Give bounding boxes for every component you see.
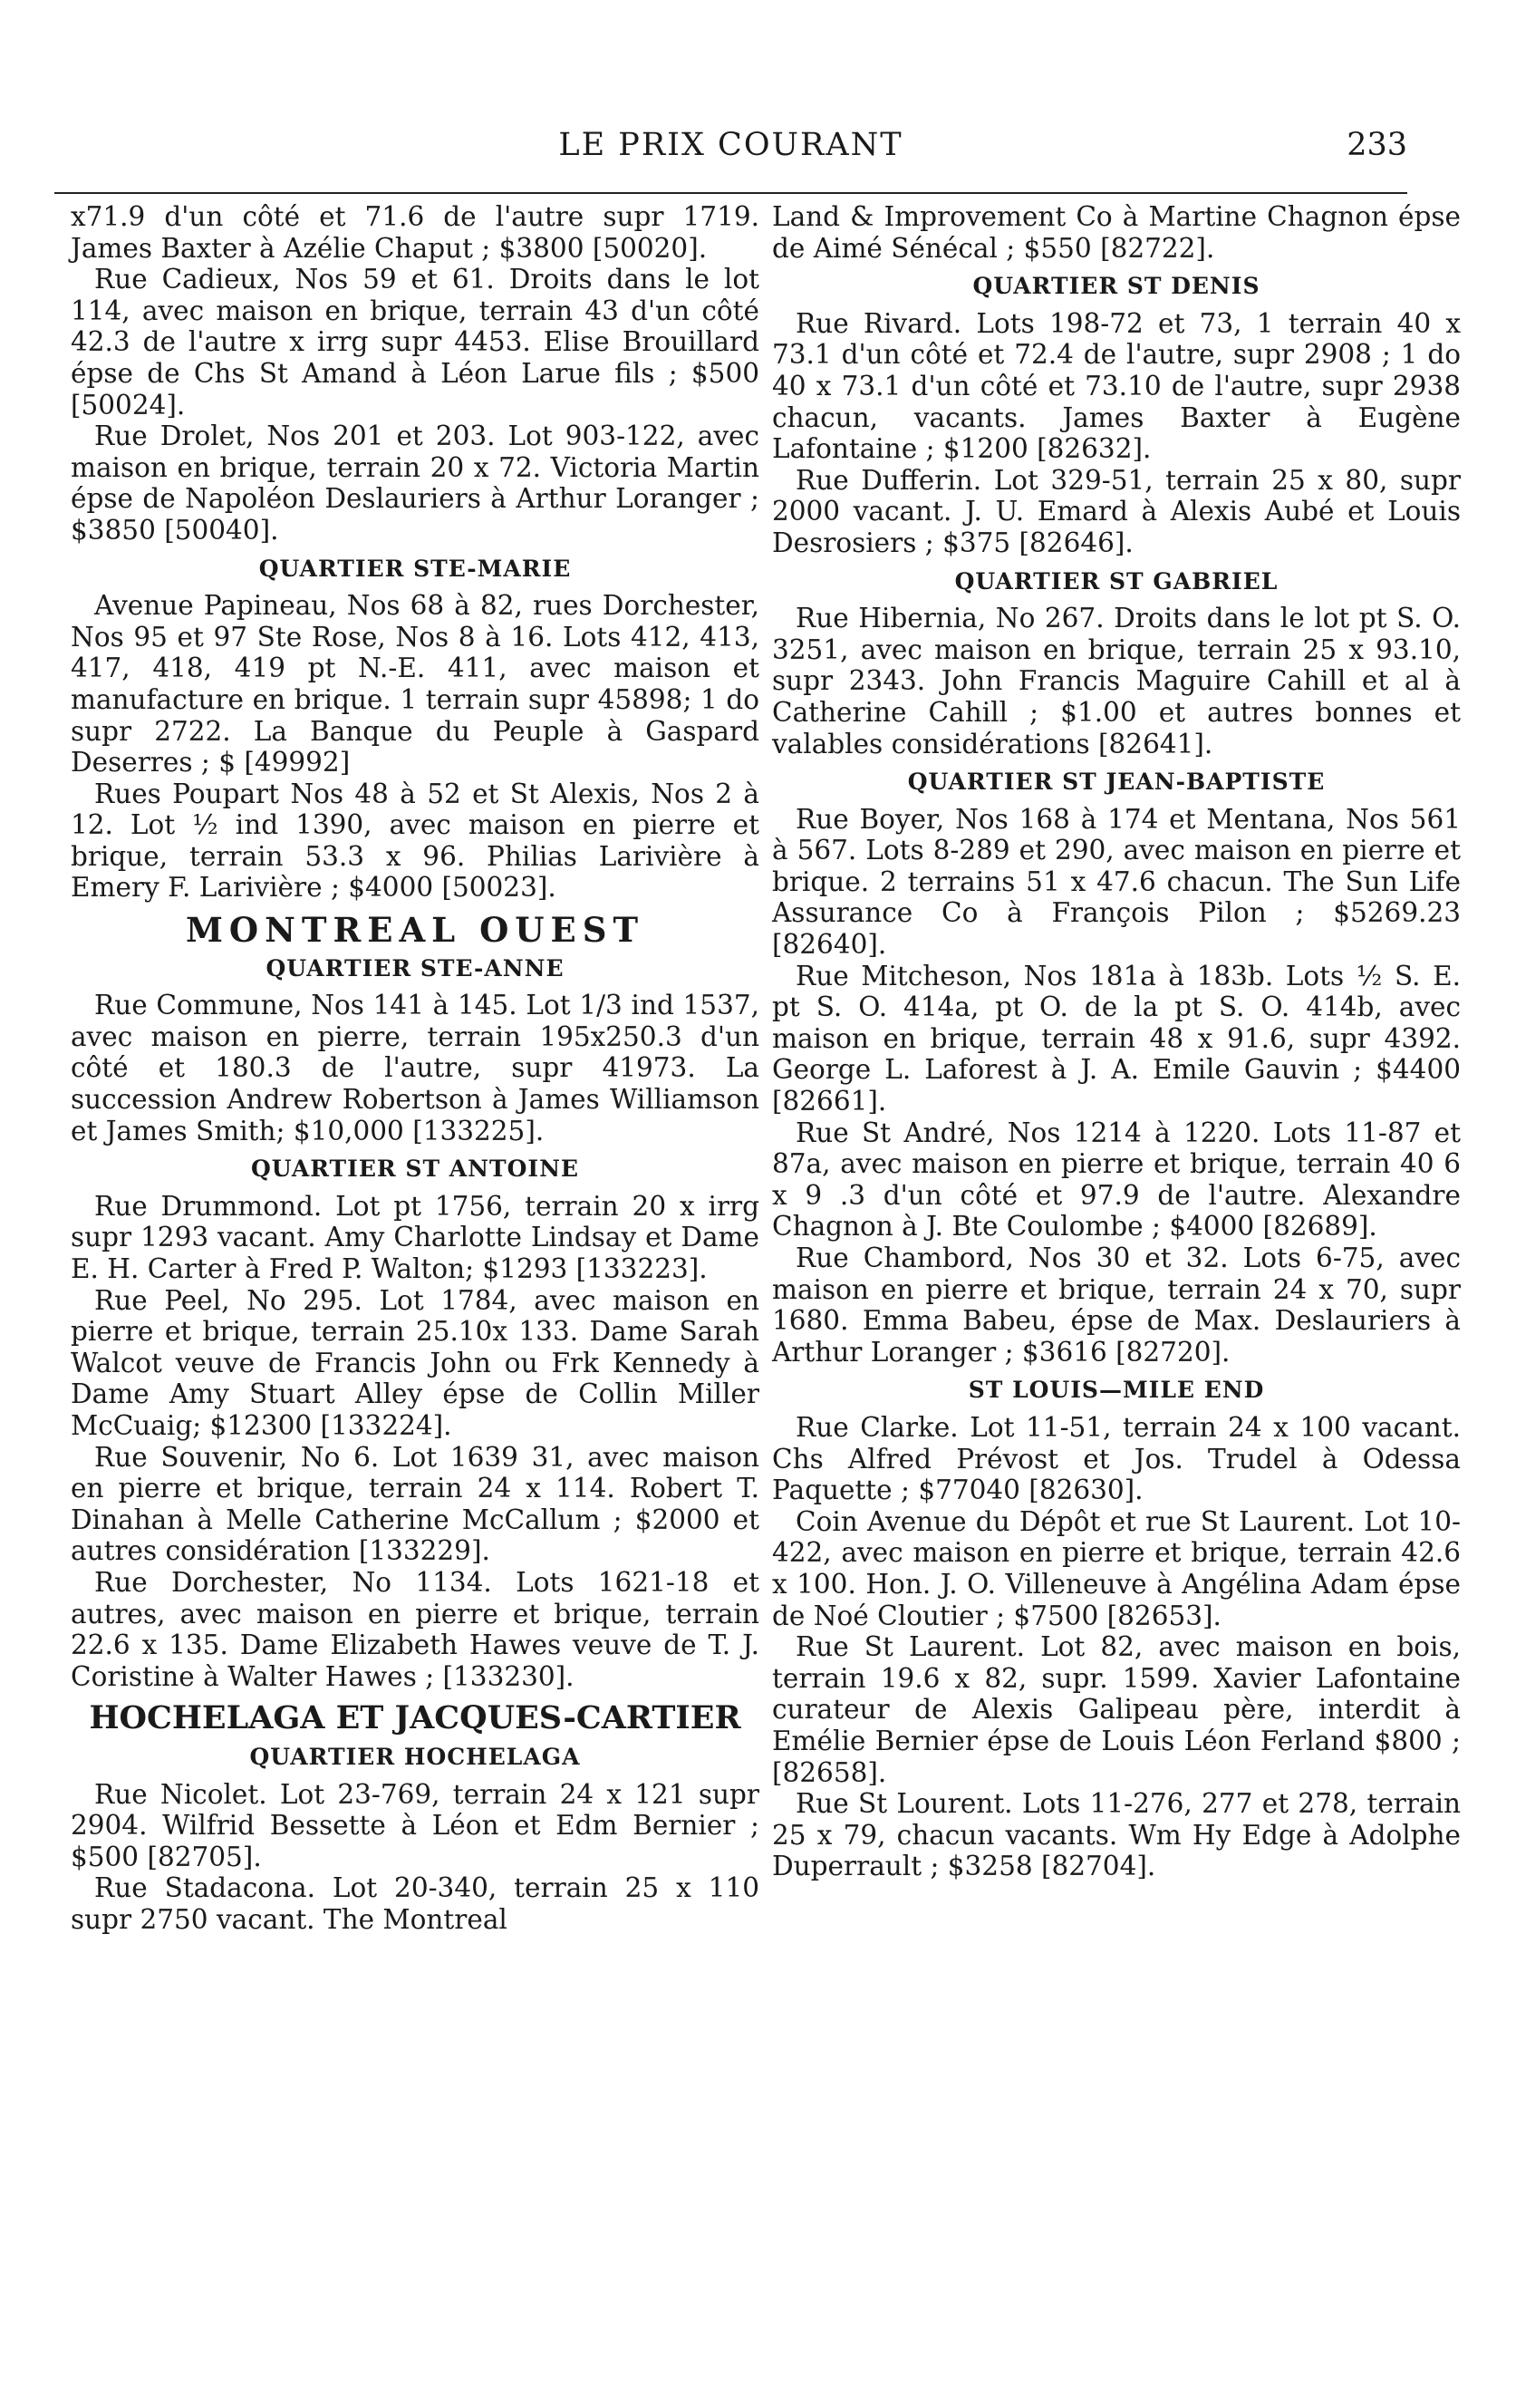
- quarter-heading: QUARTIER ST JEAN-BAPTISTE: [907, 769, 1326, 796]
- quarter-heading: QUARTIER ST GABRIEL: [954, 567, 1279, 595]
- listing-paragraph: Avenue Papineau, Nos 68 à 82, rues Dorchester, Nos 95 et 97 Ste Rose, Nos 8 à 16. Lots 412, 413, 417, 418, 419 pt N.-E. 411, avec maison et manufacture en brique. 1 terrain supr 45898; 1 do supr 2722. La Banque du Peuple à Gaspard Deserres ; $ [49992]: [71, 590, 759, 778]
- page-title: LE PRIX COURANT: [558, 127, 903, 163]
- listing-paragraph: Rue St Lourent. Lots 11-276, 277 et 278, terrain 25 x 79, chacun vacants. Wm Hy Edge à Adolphe Duperrault ; $3258 [82704].: [772, 1788, 1461, 1882]
- quarter-heading: ST LOUIS—MILE END: [968, 1377, 1265, 1404]
- quarter-heading: QUARTIER STE-MARIE: [258, 555, 572, 582]
- district-heading: HOCHELAGA ET JACQUES-CARTIER: [89, 1699, 741, 1737]
- quarter-heading: QUARTIER STE-ANNE: [266, 954, 565, 982]
- listing-paragraph: Rue Boyer, Nos 168 à 174 et Mentana, Nos 561 à 567. Lots 8-289 et 290, avec maison en pierre et brique. 2 terrains 51 x 47.6 chacun. The Sun Life Assurance Co à François Pilon ; $5269.23 [82640].: [772, 803, 1461, 961]
- listing-paragraph: Rue Dorchester, No 1134. Lots 1621-18 et autres, avec maison en pierre et brique, terrain 22.6 x 135. Dame Elizabeth Hawes veuve de T. J. Coristine à Walter Hawes ; [133230].: [71, 1566, 759, 1692]
- listing-paragraph: Rue Cadieux, Nos 59 et 61. Droits dans le lot 114, avec maison en brique, terrain 43 d'un côté 42.3 de l'autre x irrg supr 4453. Elise Brouillard épse de Chs St Amand à Léon Larue fils ; $500 [50024].: [71, 264, 759, 421]
- listing-paragraph-continued: Land & Improvement Co à Martine Chagnon épse de Aimé Sénécal ; $550 [82722].: [772, 201, 1461, 264]
- quarter-heading: QUARTIER HOCHELAGA: [249, 1743, 581, 1770]
- listing-paragraph: Rue Rivard. Lots 198-72 et 73, 1 terrain 40 x 73.1 d'un côté et 72.4 de l'autre, supr 2908 ; 1 do 40 x 73.1 d'un côté et 73.10 de l'autre, supr 2938 chacun, vacants. James Baxter à Eugène Lafontaine ; $1200 [82632].: [772, 307, 1461, 465]
- listing-paragraph: Rue Souvenir, No 6. Lot 1639 31, avec maison en pierre et brique, terrain 24 x 114. Robert T. Dinahan à Melle Catherine McCallum ; $2000 et autres considération [133229].: [71, 1441, 759, 1567]
- header-rule: [54, 192, 1407, 194]
- listing-paragraph: Rue Drummond. Lot pt 1756, terrain 20 x irrg supr 1293 vacant. Amy Charlotte Lindsay et Dame E. H. Carter à Fred P. Walton; $1293 [133223].: [71, 1190, 759, 1284]
- listing-paragraph: Rue Stadacona. Lot 20-340, terrain 25 x 110 supr 2750 vacant. The Montreal: [71, 1872, 759, 1935]
- listing-paragraph: Rue St André, Nos 1214 à 1220. Lots 11-87 et 87a, avec maison en pierre et brique, terrain 40 6 x 9 .3 d'un côté et 97.9 de l'autre. Alexandre Chagnon à J. Bte Coulombe ; $4000 [82689].: [772, 1117, 1461, 1243]
- listing-paragraph: Rue Hibernia, No 267. Droits dans le lot pt S. O. 3251, avec maison en brique, terrain 25 x 93.10, supr 2343. John Francis Maguire Cahill et al à Catherine Cahill ; $1.00 et autres bonnes et valables considérations [82641].: [772, 603, 1461, 759]
- page-header: [54, 107, 1407, 170]
- listing-paragraph: Rues Poupart Nos 48 à 52 et St Alexis, Nos 2 à 12. Lot ½ ind 1390, avec maison en pierre et brique, terrain 53.3 x 96. Philias Larivière à Emery F. Larivière ; $4000 [50023].: [71, 778, 759, 904]
- listing-paragraph: Rue Nicolet. Lot 23-769, terrain 24 x 121 supr 2904. Wilfrid Bessette à Léon et Edm Bernier ; $500 [82705].: [71, 1778, 759, 1872]
- page-number: 233: [1347, 127, 1407, 163]
- listing-paragraph: Rue Mitcheson, Nos 181a à 183b. Lots ½ S. E. pt S. O. 414a, pt O. de la pt S. O. 414b, avec maison en brique, terrain 48 x 91.6, supr 4392. George L. Laforest à J. A. Emile Gauvin ; $4400 [82661].: [772, 960, 1461, 1117]
- left-column: [71, 201, 759, 1935]
- listing-paragraph: Rue Peel, No 295. Lot 1784, avec maison en pierre et brique, terrain 25.10x 133. Dame Sarah Walcot veuve de Francis John ou Frk Kennedy à Dame Amy Stuart Alley épse de Collin Miller McCuaig; $12300 [133224].: [71, 1284, 759, 1441]
- listing-paragraph: Rue Dufferin. Lot 329-51, terrain 25 x 80, supr 2000 vacant. J. U. Emard à Alexis Aubé et Louis Desrosiers ; $375 [82646].: [772, 464, 1461, 558]
- right-column: [772, 201, 1461, 1882]
- quarter-heading: QUARTIER ST ANTOINE: [251, 1156, 579, 1183]
- listing-paragraph: Rue Clarke. Lot 11-51, terrain 24 x 100 vacant. Chs Alfred Prévost et Jos. Trudel à Odessa Paquette ; $77040 [82630].: [772, 1411, 1461, 1506]
- quarter-heading: QUARTIER ST DENIS: [972, 273, 1260, 300]
- listing-paragraph: Coin Avenue du Dépôt et rue St Laurent. Lot 10-422, avec maison en pierre et brique, terrain 42.6 x 100. Hon. J. O. Villeneuve à Angélina Adam épse de Noé Cloutier ; $7500 [82653].: [772, 1505, 1461, 1631]
- district-heading: MONTREAL OUEST: [185, 910, 645, 951]
- listing-paragraph: Rue Commune, Nos 141 à 145. Lot 1/3 ind 1537, avec maison en pierre, terrain 195x250.3 d'un côté et 180.3 de l'autre, supr 41973. La succession Andrew Robertson à James Williamson et James Smith; $10,000 [133225].: [71, 990, 759, 1146]
- listing-paragraph: Rue Drolet, Nos 201 et 203. Lot 903-122, avec maison en brique, terrain 20 x 72. Victoria Martin épse de Napoléon Deslauriers à Arthur Loranger ; $3850 [50040].: [71, 421, 759, 546]
- listing-paragraph: Rue Chambord, Nos 30 et 32. Lots 6-75, avec maison en pierre et brique, terrain 24 x 70, supr 1680. Emma Babeu, épse de Max. Deslauriers à Arthur Loranger ; $3616 [82720].: [772, 1243, 1461, 1368]
- listing-paragraph: Rue St Laurent. Lot 82, avec maison en bois, terrain 19.6 x 82, supr. 1599. Xavier Lafontaine curateur de Alexis Galipeau père, interdit à Emélie Bernier épse de Louis Léon Ferland $800 ; [82658].: [772, 1631, 1461, 1788]
- listing-paragraph-continued: x71.9 d'un côté et 71.6 de l'autre supr 1719. James Baxter à Azélie Chaput ; $3800 [50020].: [71, 201, 759, 264]
